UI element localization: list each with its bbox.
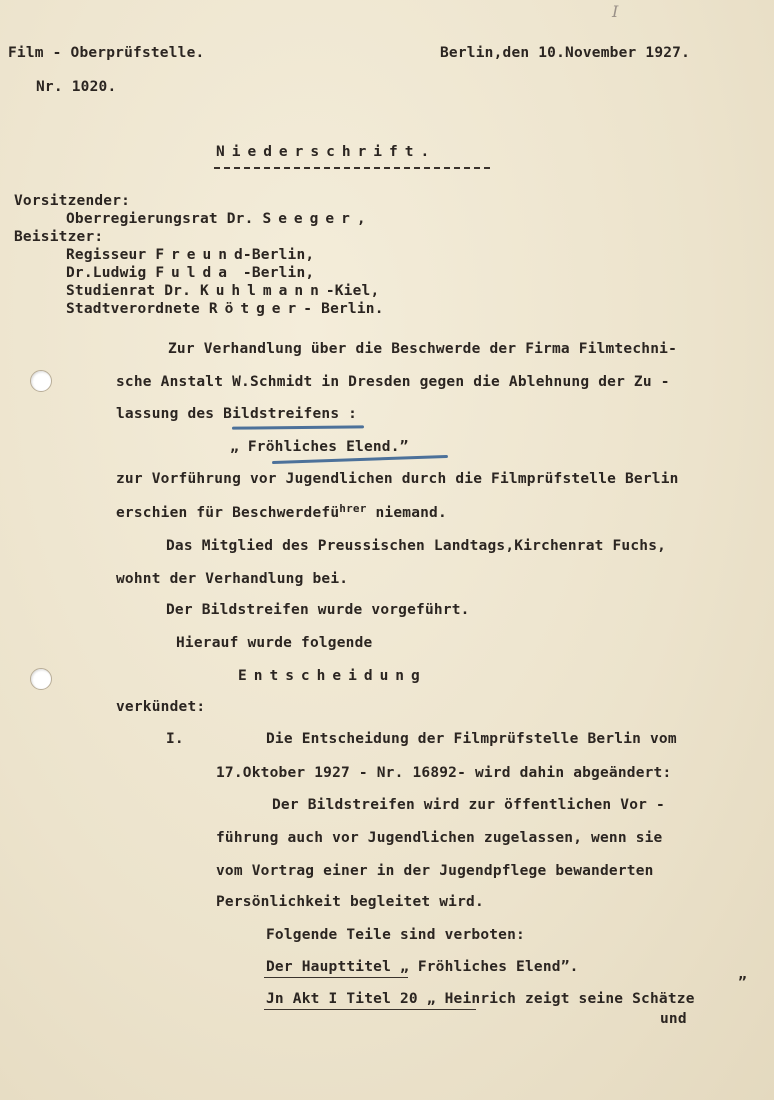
member-line [66, 246, 314, 264]
body-line: wohnt der Verhandlung bei. [116, 571, 349, 587]
decision-heading: Entscheidung [238, 668, 427, 684]
member-prefix: Regisseur [66, 247, 147, 263]
member-suffix: -Berlin, [242, 265, 315, 281]
blue-underline [232, 425, 364, 429]
member-prefix: Dr.Ludwig [66, 265, 147, 281]
forbidden-underline [264, 977, 408, 978]
member-suffix: -Kiel, [325, 283, 380, 299]
forbidden-title: „ Fröhliches Elend”. [391, 959, 579, 975]
text-fragment: niemand. [366, 505, 447, 521]
forbidden-item: Der Haupttitel [266, 959, 392, 975]
chair-name: Seeger [262, 211, 357, 227]
member-suffix: d-Berlin, [233, 247, 315, 263]
quote-mark: ” [738, 975, 747, 991]
body-line: sche Anstalt W.Schmidt in Dresden gegen die Ablehnung der Zu - [116, 374, 670, 390]
body-line: lassung des Bildstreifens : [116, 406, 358, 422]
item-line: Der Bildstreifen wird zur öffentlichen Vor - [272, 797, 665, 813]
body-line: Zur Verhandlung über die Beschwerde der Firma Filmtechni- [168, 341, 677, 357]
forbidden-caption: „ Heinrich zeigt seine Schätze [417, 991, 695, 1007]
member-name: Fulda [155, 265, 234, 281]
body-line [116, 504, 447, 523]
punch-hole-top [30, 370, 52, 392]
item-line: Die Entscheidung der Filmprüfstelle Berlin vom [266, 731, 677, 747]
member-line [66, 300, 384, 318]
blue-underline [272, 455, 448, 464]
punch-hole-bottom [30, 668, 52, 690]
member-line [66, 264, 314, 282]
forbidden-line [266, 990, 695, 1008]
member-name: Rötger [208, 301, 304, 317]
chair-suffix: , [356, 211, 366, 227]
office-name: Film - Oberprüfstelle. [8, 45, 205, 61]
body-line: Das Mitglied des Preussischen Landtags,Kirchenrat Fuchs, [166, 538, 667, 554]
member-suffix: - Berlin. [303, 301, 384, 317]
body-line: Der Bildstreifen wurde vorgeführt. [166, 602, 470, 618]
body-line: zur Vorführung vor Jugendlichen durch die Filmprüfstelle Berlin [116, 471, 679, 487]
chair-line [66, 210, 366, 228]
title-underline [214, 167, 490, 169]
pencil-mark: I [612, 2, 619, 21]
announced-label: verkündet: [116, 699, 206, 715]
item-line: Persönlichkeit begleitet wird. [216, 894, 484, 910]
body-line: Hierauf wurde folgende [176, 635, 373, 651]
forbidden-underline [264, 1009, 476, 1010]
member-line [66, 282, 379, 300]
member-prefix: Studienrat Dr. [66, 283, 192, 299]
item-line: 17.Oktober 1927 - Nr. 16892- wird dahin abgeändert: [216, 765, 672, 781]
place-date: Berlin,den 10.November 1927. [440, 45, 691, 61]
member-name: Kuhlmann [199, 283, 326, 299]
document-number: Nr. 1020. [36, 79, 117, 95]
assessors-label: Beisitzer: [14, 229, 104, 245]
item-number: I. [166, 731, 184, 747]
inserted-text: hrer [339, 502, 367, 515]
forbidden-item: Jn Akt I Titel 20 [266, 991, 418, 1007]
chair-label: Vorsitzender: [14, 193, 131, 209]
document-title: Niederschrift. [216, 144, 437, 160]
forbidden-continuation: und [660, 1011, 687, 1027]
member-name: Freun [155, 247, 234, 263]
forbidden-line [266, 958, 579, 976]
text-fragment: erschien für Beschwerdefü [116, 505, 340, 521]
chair-prefix: Oberregierungsrat Dr. [66, 211, 254, 227]
film-title: „ Fröhliches Elend.” [230, 439, 409, 455]
member-prefix: Stadtverordnete [66, 301, 200, 317]
item-line: vom Vortrag einer in der Jugendpflege bewanderten [216, 863, 654, 879]
item-line: führung auch vor Jugendlichen zugelassen, wenn sie [216, 830, 663, 846]
forbidden-intro: Folgende Teile sind verboten: [266, 927, 525, 943]
